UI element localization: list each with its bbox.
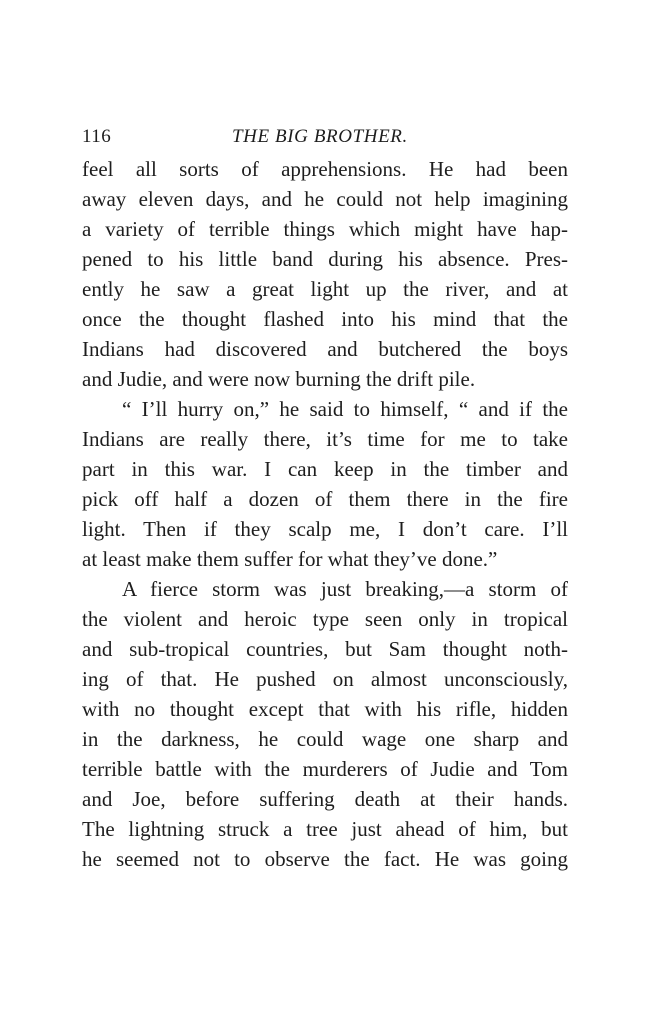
text-line: he seemed not to observe the fact. He was going [82, 847, 568, 871]
text-line: The lightning struck a tree just ahead of him, but [82, 817, 568, 841]
page-number: 116 [82, 126, 112, 147]
body-text [82, 154, 568, 874]
text-line: part in this war. I can keep in the timber and [82, 457, 568, 481]
text-line: pick off half a dozen of them there in the fire [82, 487, 568, 511]
text-line: terrible battle with the murderers of Judie and Tom [82, 757, 568, 781]
text-line: pened to his little band during his absence. Pres- [82, 247, 568, 271]
text-line: A fierce storm was just breaking,—a storm of [122, 577, 568, 601]
text-line: at least make them suffer for what they’ve done.” [82, 547, 498, 571]
text-line: Indians had discovered and butchered the boys [82, 337, 568, 361]
text-line: ing of that. He pushed on almost unconsciously, [82, 667, 568, 691]
running-title: THE BIG BROTHER. [232, 126, 408, 147]
text-line: Indians are really there, it’s time for me to take [82, 427, 568, 451]
text-line: the violent and heroic type seen only in tropical [82, 607, 568, 631]
text-line: once the thought flashed into his mind that the [82, 307, 568, 331]
text-line: feel all sorts of apprehensions. He had been [82, 157, 568, 181]
text-line: ently he saw a great light up the river, and at [82, 277, 568, 301]
text-line: a variety of terrible things which might have hap- [82, 217, 568, 241]
page-content [82, 120, 568, 874]
text-line: and sub-tropical countries, but Sam thought noth- [82, 637, 568, 661]
text-line: with no thought except that with his rifle, hidden [82, 697, 568, 721]
running-head [82, 120, 568, 154]
text-line: “ I’ll hurry on,” he said to himself, “ and if the [122, 397, 568, 421]
text-line: and Judie, and were now burning the drift pile. [82, 367, 476, 391]
text-line: and Joe, before suffering death at their hands. [82, 787, 568, 811]
text-line: in the darkness, he could wage one sharp and [82, 727, 568, 751]
text-line: light. Then if they scalp me, I don’t care. I’ll [82, 517, 568, 541]
text-line: away eleven days, and he could not help imagining [82, 187, 568, 211]
